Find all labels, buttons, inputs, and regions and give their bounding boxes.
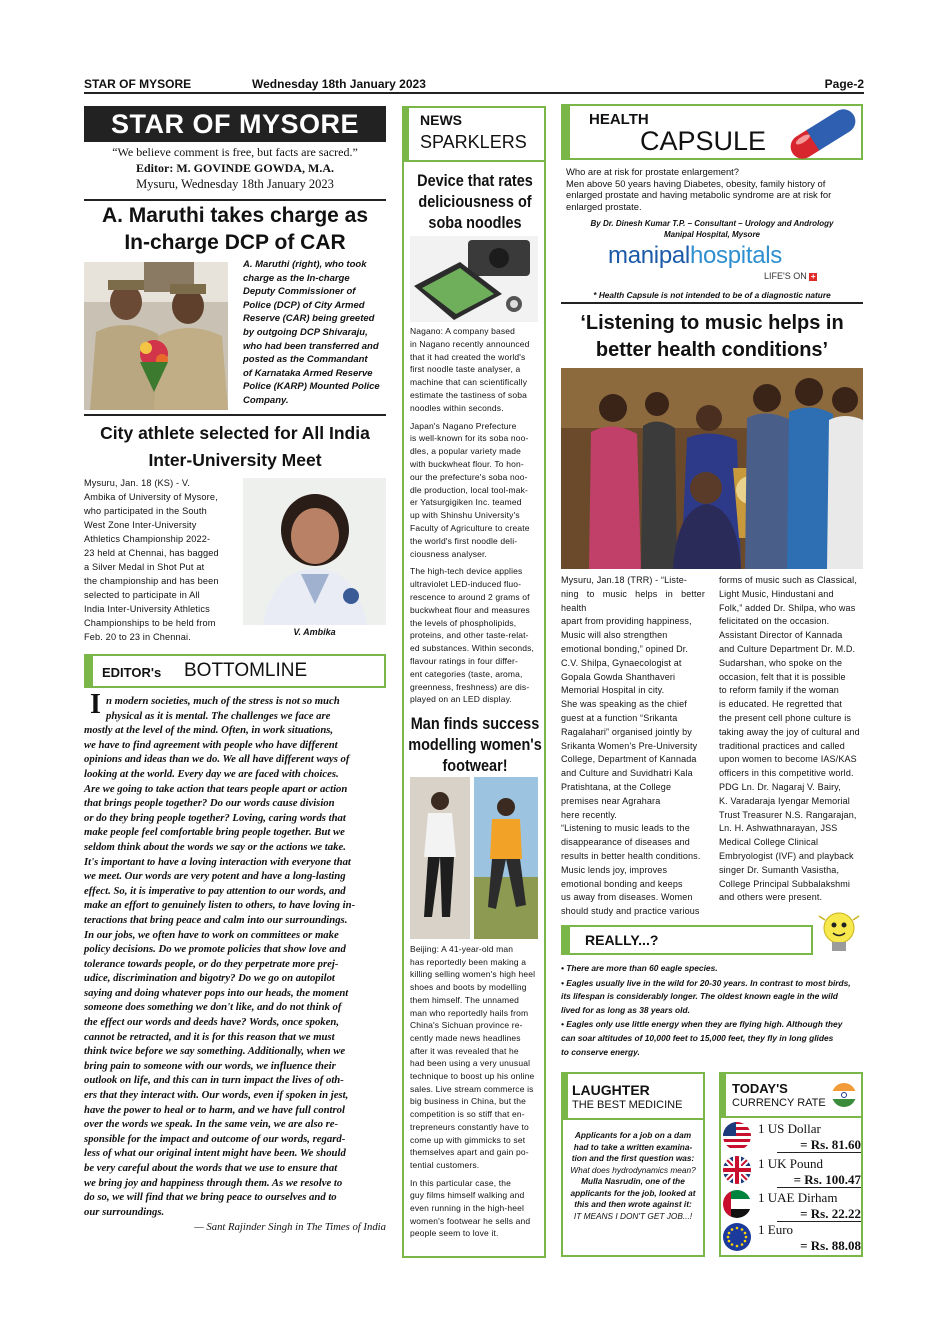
soba-line: The high-tech device applies	[410, 566, 523, 577]
rate-eur-unit: 1 Euro	[758, 1222, 794, 1237]
music-line: us away from diseases. Women	[561, 892, 693, 903]
health-capsule-banner	[561, 104, 863, 160]
soba-line: the levels of phospholipids,	[410, 617, 517, 628]
music-line: Medical College Clinical	[719, 837, 819, 848]
music-line: Music will also strengthen	[561, 630, 668, 641]
music-line: Folk,” added Dr. Shilpa, who was	[719, 602, 856, 613]
music-line: Ragalahari” organised jointly by	[561, 726, 692, 737]
page-header	[84, 74, 864, 94]
header-date: Wednesday 18th January 2023	[252, 77, 426, 91]
story1-line: charge as the In-charge	[243, 272, 350, 284]
editorial-line: or do they bring people together? Loving, caring words that	[84, 811, 346, 824]
music-line: K. Varadaraja Iyengar Memorial	[719, 795, 850, 806]
editorial-line: be very careful about the words that we use to ensure that	[84, 1162, 338, 1174]
masthead-dateline: Mysuru, Wednesday 18th January 2023	[136, 177, 334, 191]
editorial-line: we bring joy and happiness through them. As we resolve to	[84, 1176, 343, 1189]
story1-line: who had been transferred and	[243, 340, 379, 352]
police-officers-photo	[84, 262, 228, 410]
story2-headline-line1: City athlete selected for All India	[100, 423, 370, 443]
music-line: and Culture Department Dr. M.D.	[719, 643, 856, 654]
story1-headline-line1: A. Maruthi takes charge as	[101, 204, 369, 227]
footwear-headline	[404, 713, 545, 776]
rate-aed-value: = Rs. 22.22	[800, 1206, 861, 1221]
health-line: Who are at risk for prostate enlargement?	[566, 166, 739, 177]
manipal-tagline-text: LIFE'S ON	[764, 271, 807, 281]
health-line: Men above 50 years having Diabetes, obesity, family history of	[566, 177, 826, 189]
health-line: enlarged prostate and having metabolic syndrome are at risk for	[566, 189, 832, 200]
footwear-body	[410, 943, 538, 1240]
capsule-pill-icon	[781, 108, 865, 160]
story2-line: Ambika of University of Mysore,	[84, 492, 218, 502]
story2-line: Athletics Championship 2022-	[84, 534, 211, 544]
footwear-line: Beijing: A 41-year-old man	[410, 944, 514, 954]
soba-line: er Yatsurgigiken Inc. teamed	[410, 497, 522, 508]
soba-line: buckwheat flour and measures	[410, 604, 530, 615]
health-line: enlarged prostate.	[566, 200, 642, 212]
joke-line: tion and the first question was:	[571, 1153, 695, 1163]
story1-body	[243, 258, 386, 408]
masthead-motto: “We believe comment is free, but facts are sacred.”	[112, 145, 358, 159]
footwear-line: tential customers.	[410, 1159, 480, 1170]
story1-headline-line2: In-charge DCP of CAR	[124, 231, 346, 254]
fact-line: lived for as long as 38 years old.	[561, 1004, 690, 1015]
music-line: Light Music, Hindustani and	[719, 588, 834, 599]
footwear-line: big business in China, but the	[410, 1096, 527, 1107]
footwear-line: technique to boost up his online	[410, 1071, 535, 1082]
editorial-line: ers that they interact with. Our words, even if spoken in jest,	[84, 1089, 349, 1102]
manipal-logo-a: manipal	[608, 242, 690, 269]
editorial-line: the effect our words and deeds have? Words, once spoken,	[84, 1016, 340, 1029]
music-line: and others were present.	[719, 892, 823, 903]
editorial-line: that brings people together? Do our words cause division	[84, 797, 335, 810]
editorial-line: teractions that bring peace and calm into our surroundings.	[84, 913, 348, 926]
editorial-line: do so, we will find that we bring peace to ourselves and to	[84, 1191, 337, 1204]
story2-line: who participated in the South	[84, 506, 207, 516]
editorial-line: our surroundings.	[84, 1205, 165, 1218]
editorial-line: policy decisions. Do we promote policies that show love and	[84, 943, 346, 956]
soba-line: first noodle taste analyser, a	[410, 364, 521, 375]
editors-bottomline-banner	[84, 654, 386, 688]
health-byline-line: Manipal Hospital, Mysore	[663, 229, 761, 239]
music-line: occasion, felt that it is possible	[719, 671, 846, 682]
banner-accent	[402, 106, 409, 160]
todays-label: TODAY'S	[732, 1081, 788, 1096]
footwear-headline-line: footwear!	[442, 756, 508, 775]
music-line: Trust Treasurer N.S. Rangarajan,	[719, 809, 857, 820]
soba-line: the world's first noodle deli-	[410, 535, 518, 546]
footwear-line: competition is so stiff that en-	[410, 1109, 525, 1120]
soba-line: ent categories (taste, aroma,	[410, 668, 523, 679]
music-line: premises near Agrahara	[561, 795, 661, 806]
banner-accent	[563, 106, 570, 158]
music-line: the present cell phone culture is	[719, 712, 852, 723]
story2-line: West Zone Inter-University	[84, 520, 197, 530]
manipal-logo	[608, 242, 782, 270]
music-line: emotional bonding,” opined Dr.	[561, 643, 689, 654]
footwear-line: killing selling women's high heel	[410, 969, 536, 980]
music-line: C.V. Shilpa, Gynaecologist at	[561, 657, 682, 668]
footwear-line: man who reportedly hails from	[410, 1007, 529, 1018]
laughter-joke	[561, 1130, 705, 1222]
soba-line: ultraviolet LED-induced fluo-	[410, 579, 522, 590]
divider	[777, 1187, 861, 1188]
news-sparklers-banner	[402, 106, 546, 162]
soba-line: Faculty of Agriculture to create	[410, 522, 530, 533]
story2-line: 23 held at Chennai, has bagged	[84, 548, 219, 558]
story1-headline	[84, 202, 386, 256]
music-line: is educated. He regretted that	[719, 699, 843, 710]
soba-line: that it had created the world's	[410, 351, 526, 362]
eu-flag-icon	[722, 1222, 752, 1252]
music-line: Memorial Hospital in city.	[561, 685, 665, 696]
fact-line: • There are more than 60 eagle species.	[561, 963, 718, 973]
soba-line: played on an LED display.	[410, 694, 512, 705]
soba-line: greenness, freshness) are dis-	[410, 681, 530, 692]
best-medicine-label: THE BEST MEDICINE	[572, 1099, 683, 1111]
health-label: HEALTH	[589, 111, 649, 128]
music-line: She was speaking as the chief	[561, 699, 687, 710]
joke-line: What does hydrodynamics mean?	[570, 1164, 696, 1175]
music-line: Sudarshan, who spoke on the	[719, 657, 843, 668]
story1-line: Police (DCP) of City Armed	[243, 299, 365, 311]
divider	[777, 1221, 861, 1222]
soba-line: our the prefecture's soba noo-	[410, 471, 528, 482]
editorial-line: udice, discrimination and bigotry? Do we go on autopilot	[84, 972, 335, 985]
fact-line: • Eagles usually live in the wild for 20-30 years. In contrast to most birds,	[561, 977, 851, 988]
music-line: felicitated on the occasion.	[719, 616, 830, 627]
masthead-motto-block	[84, 144, 386, 192]
soba-line: dles, a popular variety made	[410, 446, 521, 457]
really-banner	[561, 925, 813, 955]
footwear-line: cently made news headlines	[410, 1032, 521, 1043]
divider	[561, 302, 863, 304]
footwear-model-photo	[410, 777, 538, 939]
laughter-banner	[561, 1072, 705, 1120]
story2-body	[84, 476, 228, 644]
music-line: Srikanta Women's Pre-University	[561, 740, 698, 751]
footwear-headline-line: Man finds success	[410, 714, 540, 733]
editorial-dropcap: I	[90, 689, 101, 720]
story1-line: Deputy Commissioner of	[243, 286, 356, 298]
music-line: should study and practice various	[561, 906, 700, 917]
music-event-photo	[561, 368, 863, 569]
header-page-number: Page-2	[824, 77, 864, 91]
soba-line: flavour ratings in four differ-	[410, 655, 518, 666]
music-line: PDG Ln. Dr. Nagaraj V. Bairy,	[719, 781, 841, 792]
editorial-line: saying and doing whatever pops into our heads, the moment	[84, 986, 349, 999]
editorial-line: opinions and ideas than we do. We all have different ways of	[84, 753, 350, 766]
soba-line: Japan's Nagano Prefecture	[410, 420, 517, 431]
footwear-line: women's footwear he sells and	[410, 1215, 531, 1226]
really-label: REALLY...?	[585, 932, 659, 948]
divider	[84, 414, 386, 416]
story1-line: A. Maruthi (right), who took	[243, 259, 367, 270]
footwear-line: In this particular case, the	[410, 1177, 512, 1188]
soba-line: estimate the tastiness of soba	[410, 389, 527, 400]
soba-line: dle production, local tool-mak-	[410, 484, 529, 495]
editorial-line: In our jobs, we often have to work on committees or make	[84, 928, 339, 941]
banner-accent	[563, 927, 570, 953]
music-line: officers in this competitive world.	[719, 768, 854, 779]
joke-line: Applicants for a job on a dam	[574, 1130, 692, 1140]
joke-line: applicants for the job, looked at	[570, 1187, 696, 1198]
story2-line: a Silver Medal in Shot Put at	[84, 562, 205, 572]
music-headline-line: better health conditions’	[595, 339, 829, 361]
music-line: “Listening to music leads to the	[561, 823, 690, 834]
currency-banner	[719, 1072, 863, 1118]
capsule-label: CAPSULE	[640, 126, 767, 156]
athlete-portrait-photo	[243, 478, 386, 625]
footwear-line: had been using a very unusual	[410, 1058, 531, 1069]
music-line: results in better health conditions.	[561, 850, 701, 861]
uae-flag-icon	[722, 1189, 752, 1219]
editorial-line: make an effort to genuinely listen to others, to have loving in-	[84, 899, 356, 912]
editorial-line: think twice before we say something. Additionally, when we	[84, 1045, 346, 1058]
music-line: to reform family if the woman	[719, 685, 839, 696]
music-line: College Principal Subbalakshmi	[719, 878, 851, 889]
music-line: forms of music such as Classical,	[719, 575, 857, 585]
joke-line: IT MEANS I DON'T GET JOB...!	[573, 1210, 693, 1221]
bottomline-label: BOTTOMLINE	[184, 660, 308, 681]
editorial-line: n modern societies, much of the stress is not so much	[106, 695, 340, 707]
music-line: and Culture and Suvidhatri Kala	[561, 768, 693, 779]
soba-line: ed substances. Within seconds,	[410, 643, 535, 654]
health-byline	[561, 219, 863, 240]
music-line: guest at a function “Srikanta	[561, 712, 678, 723]
soba-headline	[404, 170, 545, 233]
editorial-line: someone does something we don't like, and do not think of	[84, 1001, 342, 1014]
rate-usd-value: = Rs. 81.60	[800, 1137, 861, 1152]
story1-line: posted as the Commandant	[243, 354, 368, 366]
music-line: ning to music helps in better health	[561, 588, 705, 613]
soba-body	[410, 325, 538, 706]
athlete-caption: V. Ambika	[293, 627, 336, 637]
editorial-line: we meet. Our words are very potent and have a long-lasting	[84, 870, 346, 883]
currency-rate-label: CURRENCY RATE	[732, 1097, 826, 1109]
story2-line: selected to participate in All	[84, 590, 200, 600]
soba-line: Nagano: A company based	[410, 326, 516, 336]
editorial-line: It's important to have a loving interaction with everyone that	[84, 855, 351, 868]
story2-headline	[84, 420, 386, 474]
soba-line: machine that can scientifically	[410, 377, 528, 388]
manipal-tagline	[764, 271, 817, 281]
laughter-label: LAUGHTER	[572, 1082, 650, 1098]
noodle-analyser-photo	[410, 236, 538, 322]
story2-line: India Inter-University Athletics	[84, 604, 210, 614]
music-line: Ln. H. Ashwathnarayan, JSS	[719, 823, 838, 834]
banner-accent	[86, 656, 93, 686]
rate-gbp-unit: 1 UK Pound	[758, 1156, 824, 1171]
soba-line: in Nagano recently announced	[410, 338, 530, 349]
lightbulb-icon	[815, 908, 863, 960]
story1-line: Police (KARP) Mounted Police	[243, 381, 380, 393]
footwear-line: people seem to love it.	[410, 1228, 499, 1239]
music-headline	[561, 310, 863, 364]
rate-eur-value: = Rs. 88.08	[800, 1238, 861, 1253]
music-line: Assistant Director of Kannada	[719, 630, 843, 641]
soba-line: up with Shinshu University's	[410, 510, 520, 521]
editorial-attribution: — Sant Rajinder Singh in The Times of India	[194, 1221, 386, 1234]
footwear-line: trepreneurs constantly have to	[410, 1121, 529, 1132]
editorial-line: make people feel comfortable bring people together. But we	[84, 826, 345, 839]
music-line: traditional practices and called	[719, 740, 845, 751]
music-line: Music lends joy, improves	[561, 864, 668, 875]
joke-line: this and then wrote against it:	[574, 1199, 692, 1209]
fact-line: • Eagles only use little energy when they are flying high. Although they	[561, 1019, 843, 1030]
music-line: Gopala Gowda Shanthaveri	[561, 671, 676, 682]
footwear-line: after it was revealed that he	[410, 1045, 519, 1056]
story2-line: Feb. 20 to 23 in Chennai.	[84, 632, 191, 642]
editorial-line: effect. So, it is imperative to pay attention to our words, and	[84, 884, 346, 897]
music-line: Mysuru, Jan.18 (TRR) - “Liste-	[561, 575, 688, 585]
footwear-line: come up with gimmicks to set	[410, 1134, 526, 1145]
editorial-line: have the power to heal or to harm, and we have full control	[84, 1103, 345, 1116]
editorial-body	[84, 689, 386, 1235]
footwear-line: China's Sichuan province re-	[410, 1020, 523, 1031]
sparklers-label: SPARKLERS	[420, 132, 527, 152]
manipal-logo-b: hospitals	[689, 242, 782, 269]
divider	[84, 199, 386, 201]
music-line: upon women to become IAS/KAS	[719, 754, 857, 765]
story1-line: of Karnataka Armed Reserve	[243, 367, 373, 379]
story1-line: Company.	[243, 394, 289, 406]
footwear-line: has reportedly been making a	[410, 956, 527, 967]
story2-line: Championships to be held from	[84, 618, 216, 628]
footwear-line: sales. Live stream commerce is	[410, 1083, 534, 1094]
news-label: NEWS	[420, 112, 462, 128]
story1-line: Reserve (CAR) being greeted	[243, 313, 375, 325]
music-line: apart from providing happiness,	[561, 616, 692, 627]
soba-line: ciousness analyser.	[410, 548, 488, 559]
footwear-line: guy films himself walking and	[410, 1190, 525, 1201]
rate-usd-unit: 1 US Dollar	[758, 1121, 821, 1136]
soba-line: with buckwheat flour. To hon-	[410, 458, 524, 469]
editorial-line: tolerance towards people, or do they perpetrate more prej-	[84, 957, 339, 970]
banner-accent	[561, 1072, 568, 1118]
editorial-line: less of what our original intent might have been. We should	[84, 1147, 346, 1160]
masthead-title: STAR OF MYSORE	[84, 106, 386, 142]
story1-line: by outgoing DCP Shivaraju,	[243, 326, 368, 338]
us-flag-icon	[722, 1121, 752, 1151]
fact-line: can soar altitudes of 10,000 feet to 15,000 feet, they fly in long glides	[561, 1032, 834, 1043]
story2-line: the championship and has been	[84, 576, 219, 586]
india-flag-icon	[831, 1082, 857, 1108]
music-body-col-a	[561, 574, 705, 919]
editorial-line: sponsible for the impact and outcome of our words, regard-	[84, 1132, 346, 1145]
editors-label: EDITOR's	[102, 665, 162, 680]
soba-line: noodles within seconds.	[410, 402, 504, 413]
music-line: Embryologist (IVF) and playback	[719, 850, 854, 861]
story2-headline-line2: Inter-University Meet	[148, 450, 322, 470]
plus-icon: +	[810, 271, 816, 281]
editorial-line: mostly at the level of the mind. Often, in work situations,	[84, 724, 334, 737]
editorial-line: over the words we speak. In the same vein, we are also re-	[84, 1118, 339, 1131]
soba-line: rescence to around 2 grams of	[410, 591, 530, 602]
music-line: emotional bonding and keeps	[561, 878, 683, 889]
editorial-line: cannot be retracted, and it is for this reason that we must	[84, 1030, 335, 1043]
editorial-line: bring pain to someone with our words, we influence their	[84, 1059, 336, 1072]
editorial-line: physical as it is mental. The challenges we face are	[106, 709, 331, 722]
rate-gbp-value: = Rs. 100.47	[793, 1172, 861, 1187]
soba-headline-line: deliciousness of	[418, 192, 532, 211]
music-line: disappearance of diseases and	[561, 837, 690, 848]
editorial-line: seldom think about the words we say or the actions we take.	[84, 840, 346, 853]
music-line: College, Department of Kannada	[561, 754, 697, 765]
footwear-line: even running in the high-heel	[410, 1203, 524, 1214]
editorial-line: outlook on life, and this can in turn impact the lives of oth-	[84, 1074, 344, 1087]
divider	[777, 1152, 861, 1153]
health-disclaimer: * Health Capsule is not intended to be of a diagnostic nature	[593, 290, 831, 300]
music-line: here recently.	[561, 809, 617, 820]
music-body-col-b	[719, 574, 863, 905]
footwear-line: shoes and boots by modelling	[410, 982, 527, 993]
footwear-line: themselves apart and gain po-	[410, 1147, 529, 1158]
soba-line: is well-known for its soba noo-	[410, 433, 529, 444]
health-body	[566, 166, 866, 212]
joke-line: Mulla Nasrudin, one of the	[581, 1176, 685, 1186]
soba-headline-line: soba noodles	[428, 213, 522, 232]
editorial-line: Are we going to take action that tears people apart or action	[84, 782, 348, 795]
footwear-line: them himself. The unnamed	[410, 994, 519, 1005]
editorial-line: looking at the world. Every day we are faced with choices.	[84, 767, 339, 780]
masthead-editor: Editor: M. GOVINDE GOWDA, M.A.	[136, 161, 334, 175]
music-line: taking away the joy of cultural and	[719, 726, 860, 737]
uk-flag-icon	[722, 1155, 752, 1185]
banner-accent	[719, 1072, 726, 1116]
footwear-headline-line: modelling women's	[408, 735, 542, 754]
header-paper-name: STAR OF MYSORE	[84, 77, 192, 91]
story2-line: Mysuru, Jan. 18 (KS) - V.	[84, 478, 191, 488]
soba-line: proteins, and other taste-relat-	[410, 630, 529, 641]
health-byline-line: By Dr. Dinesh Kumar T.P. – Consultant – Urology and Andrology	[590, 219, 834, 228]
music-line: singer Dr. Sumanth Vasistha,	[719, 864, 840, 875]
fact-line: its lifespan is considerably longer. The oldest known eagle in the wild	[561, 991, 838, 1002]
really-facts	[561, 962, 865, 1059]
music-headline-line: ‘Listening to music helps in	[580, 312, 844, 334]
fact-line: to conserve energy.	[561, 1046, 640, 1057]
rate-aed-unit: 1 UAE Dirham	[758, 1190, 838, 1205]
soba-headline-line: Device that rates	[417, 171, 533, 190]
joke-line: had to take a written examina-	[573, 1141, 693, 1152]
editorial-line: we have to find agreement with people who have different	[84, 738, 338, 751]
music-line: Pratishtana, at the College	[561, 781, 672, 792]
